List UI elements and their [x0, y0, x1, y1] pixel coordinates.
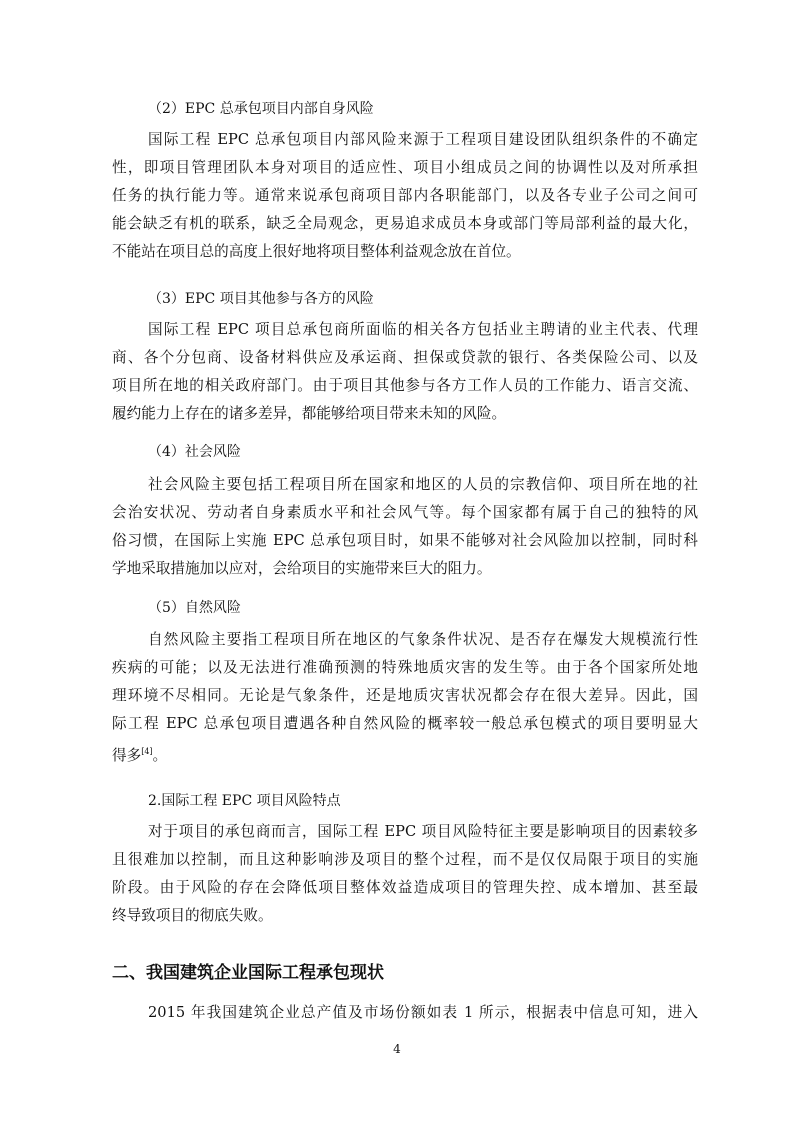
- paragraph-line: 际工程 EPC 总承包项目遭遇各种自然风险的概率较一般总承包模式的项目要明显大: [112, 715, 698, 732]
- chapter-heading: 二、我国建筑企业国际工程承包现状: [112, 963, 384, 983]
- paragraph-text: 得多: [112, 747, 142, 764]
- paragraph-line: 社会风险主要包括工程项目所在国家和地区的人员的宗教信仰、项目所在地的社: [148, 476, 698, 493]
- paragraph-line: 任务的执行能力等。通常来说承包商项目部内各职能部门，以及各专业子公司之间可: [112, 187, 698, 204]
- paragraph-tail: 。: [152, 747, 168, 764]
- page-number: 4: [393, 1042, 401, 1056]
- paragraph-line: 终导致项目的彻底失败。: [112, 907, 273, 924]
- citation-ref: [4]: [141, 747, 153, 756]
- paragraph-line: 2015 年我国建筑企业总产值及市场份额如表 1 所示，根据表中信息可知，进入: [148, 1004, 698, 1021]
- paragraph-line: 性，即项目管理团队本身对项目的适应性、项目小组成员之间的协调性以及对所承担: [112, 159, 698, 176]
- paragraph-line: 国际工程 EPC 总承包项目内部风险来源于工程项目建设团队组织条件的不确定: [148, 131, 698, 148]
- subsection-title-natural-risk: （5）自然风险: [148, 600, 241, 616]
- subsection-title-social-risk: （4）社会风险: [148, 444, 241, 460]
- paragraph-line: 疾病的可能；以及无法进行准确预测的特殊地质灾害的发生等。由于各个国家所处地: [112, 659, 698, 676]
- paragraph-line: 能会缺乏有机的联系，缺乏全局观念，更易追求成员本身或部门等局部利益的最大化，: [112, 215, 698, 232]
- paragraph-line: 履约能力上存在的诸多差异，都能够给项目带来未知的风险。: [112, 405, 507, 422]
- subsection-title-internal-risk: （2）EPC 总承包项目内部自身风险: [148, 101, 374, 117]
- paragraph-line: 学地采取措施加以应对，会给项目的实施带来巨大的阻力。: [112, 560, 492, 577]
- paragraph-line: 阶段。由于风险的存在会降低项目整体效益造成项目的管理失控、成本增加、甚至最: [112, 879, 698, 896]
- paragraph-line: 商、各个分包商、设备材料供应及承运商、担保或贷款的银行、各类保险公司、以及: [112, 349, 698, 366]
- paragraph-line: 对于项目的承包商而言，国际工程 EPC 项目风险特征主要是影响项目的因素较多: [148, 823, 698, 840]
- paragraph-line: 会治安状况、劳动者自身素质水平和社会风气等。每个国家都有属于自己的独特的风: [112, 504, 698, 521]
- paragraph-line: 自然风险主要指工程项目所在地区的气象条件状况、是否存在爆发大规模流行性: [148, 631, 698, 648]
- paragraph-line: 理环境不尽相同。无论是气象条件，还是地质灾害状况都会存在很大差异。因此，国: [112, 687, 698, 704]
- paragraph-line-with-citation: [112, 740, 698, 768]
- paragraph-line: 项目所在地的相关政府部门。由于项目其他参与各方工作人员的工作能力、语言交流、: [112, 377, 698, 394]
- subsection-title-stakeholder-risk: （3）EPC 项目其他参与各方的风险: [148, 291, 374, 307]
- paragraph-line: 俗习惯，在国际上实施 EPC 总承包项目时，如果不能够对社会风险加以控制，同时科: [112, 532, 698, 549]
- paragraph-line: 不能站在项目总的高度上很好地将项目整体利益观念放在首位。: [112, 243, 521, 260]
- paragraph-line: 且很难加以控制，而且这种影响涉及项目的整个过程，而不是仅仅局限于项目的实施: [112, 851, 698, 868]
- paragraph-line: 国际工程 EPC 项目总承包商所面临的相关各方包括业主聘请的业主代表、代理: [148, 321, 698, 338]
- section-title-risk-features: 2.国际工程 EPC 项目风险特点: [148, 793, 341, 809]
